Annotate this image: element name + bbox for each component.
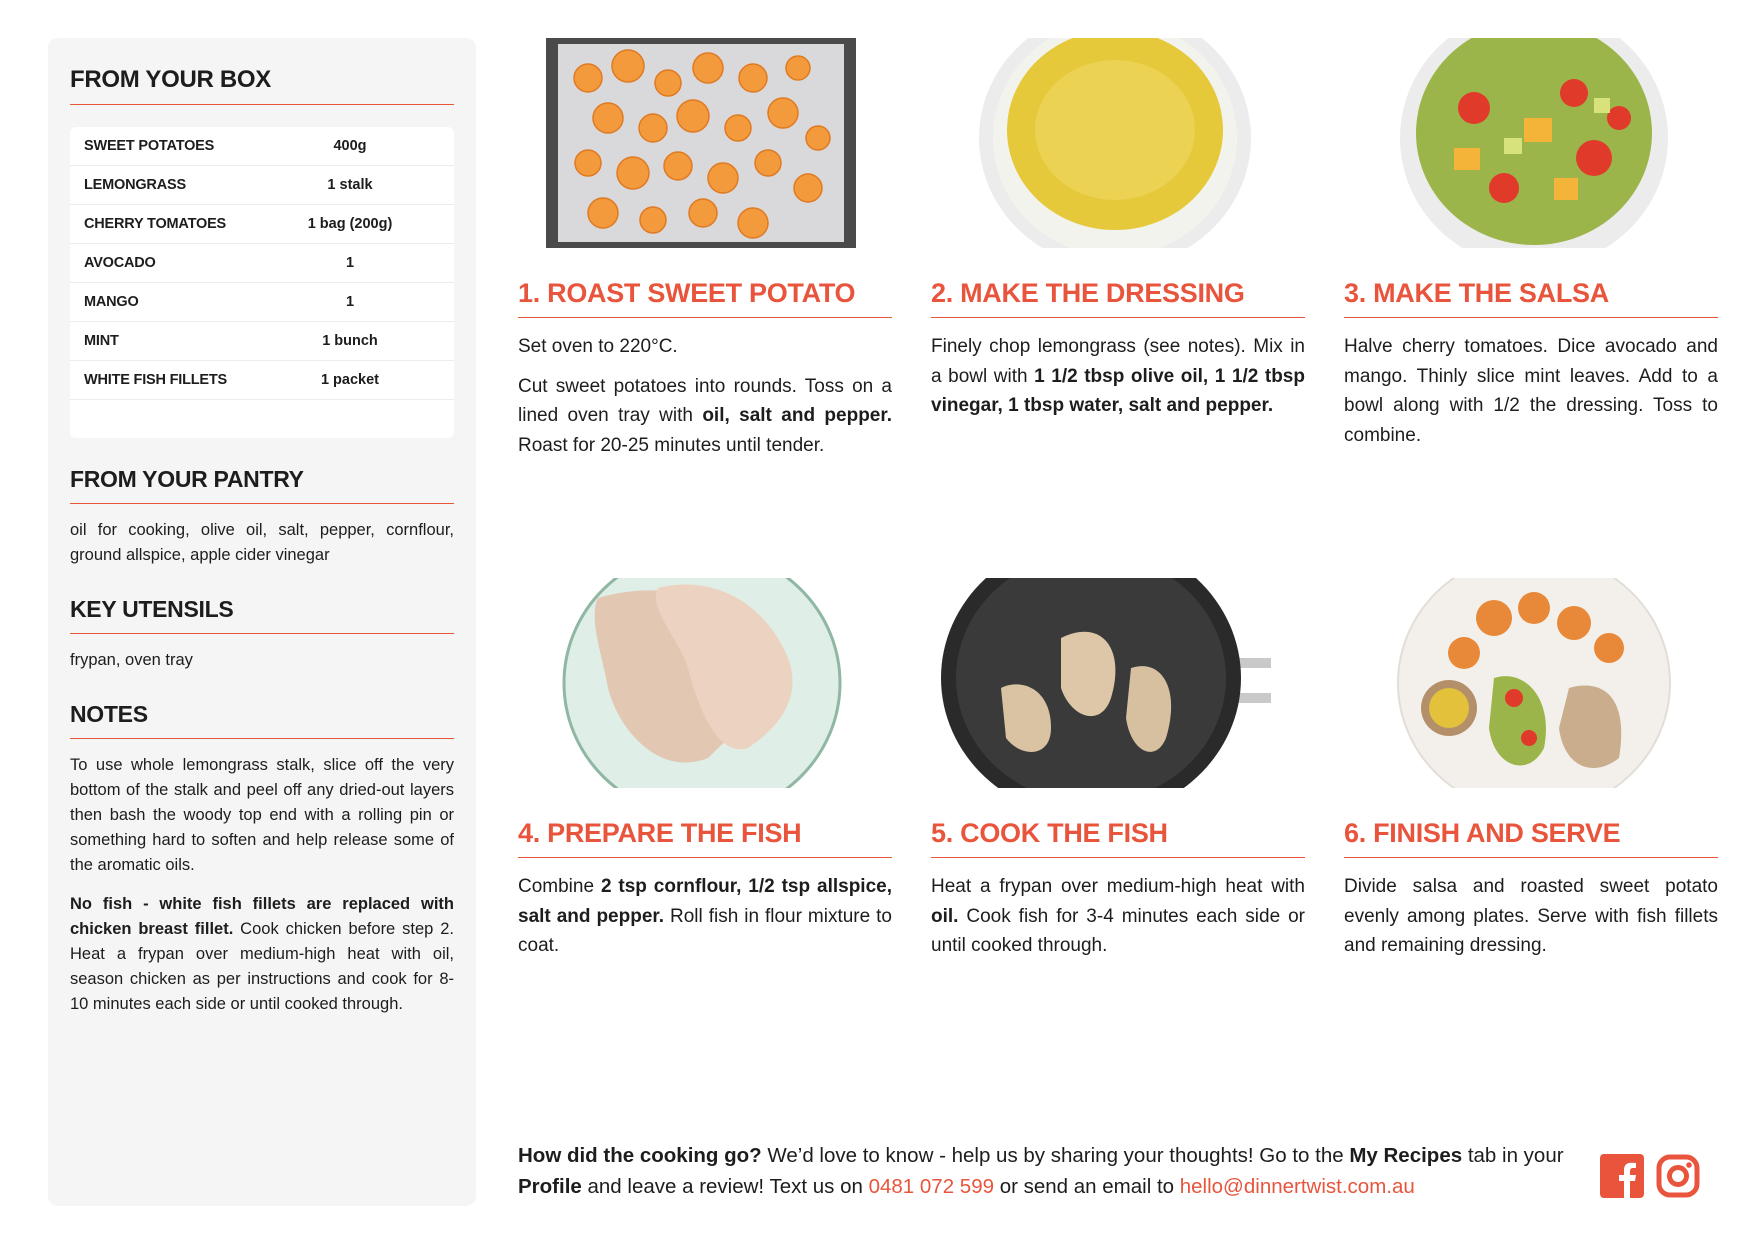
- ingredient-row: [70, 322, 454, 361]
- step-text-bold: 2 tsp cornflour, 1/2 tsp allspice, salt and pepper.: [518, 876, 892, 927]
- utensils-section: [70, 596, 454, 673]
- ingredient-row: [70, 283, 454, 322]
- ingredient-name: CHERRY TOMATOES: [84, 216, 227, 232]
- fish-frypan-image: [931, 578, 1305, 788]
- step-body: [518, 872, 892, 961]
- step-text-part: Combine: [518, 876, 601, 897]
- ingredient-qty: 1 stalk: [327, 177, 373, 193]
- step-text-part: Cook fish for 3-4 minutes each side or until cooked through.: [931, 905, 1305, 956]
- footer-text: tab in your: [1462, 1144, 1564, 1167]
- step-5: [931, 578, 1305, 961]
- ingredient-name: LEMONGRASS: [84, 177, 186, 193]
- pantry-text: oil for cooking, olive oil, salt, pepper, cornflour, ground allspice, apple cider vinegar: [70, 521, 454, 564]
- utensils-text: frypan, oven tray: [70, 651, 193, 669]
- step-6: [1344, 578, 1718, 961]
- step-1: [518, 38, 892, 460]
- ingredient-name: WHITE FISH FILLETS: [84, 372, 228, 388]
- step-title: 6. FINISH AND SERVE: [1344, 818, 1718, 858]
- step-text-bold: oil, salt and pepper.: [702, 405, 893, 426]
- step-title: 5. COOK THE FISH: [931, 818, 1305, 858]
- step-text-part: Cut sweet potatoes into rounds. Toss on a lined oven tray with: [518, 375, 892, 426]
- pantry-heading: FROM YOUR PANTRY: [70, 466, 454, 504]
- ingredient-row: [70, 361, 454, 400]
- step-text-part: Roll fish in flour mixture to coat.: [518, 905, 892, 956]
- ingredient-row: [70, 244, 454, 283]
- step-text-part: Heat a frypan over medium-high heat with: [931, 876, 1305, 897]
- step-title: 4. PREPARE THE FISH: [518, 818, 892, 858]
- fish-coated-image: [518, 578, 892, 788]
- notes-para-1: To use whole lemongrass stalk, slice off the very bottom of the stalk and peel off any dried-out layers then bash the woody top end with a rolling pin or something hard to soften and help release some of the aromatic oils.: [70, 756, 454, 874]
- step-title: 1. ROAST SWEET POTATO: [518, 278, 892, 318]
- step-text: Set oven to 220°C.: [518, 336, 678, 357]
- ingredient-name: AVOCADO: [84, 255, 156, 271]
- step-title: 2. MAKE THE DRESSING: [931, 278, 1305, 318]
- ingredient-name: SWEET POTATOES: [84, 138, 215, 154]
- footer-question: How did the cooking go?: [518, 1144, 762, 1167]
- ingredient-row: [70, 127, 454, 166]
- footer-text: We’d love to know - help us by sharing your thoughts! Go to the: [761, 1144, 1350, 1167]
- instagram-icon[interactable]: [1656, 1154, 1700, 1203]
- ingredients-table: [70, 127, 454, 438]
- step-text: [931, 872, 1305, 961]
- notes-heading: NOTES: [70, 701, 454, 739]
- footer-text: and leave a review! Text us on: [581, 1175, 869, 1198]
- ingredients-sidebar: [48, 38, 476, 1206]
- pantry-section: [70, 466, 454, 568]
- step-text: Halve cherry tomatoes. Dice avocado and mango. Thinly slice mint leaves. Add to a bowl along with 1/2 the dressing. Toss to combine.: [1344, 336, 1718, 446]
- ingredient-row: [70, 205, 454, 244]
- sweet-potato-tray-image: [518, 38, 892, 248]
- step-text: [518, 372, 892, 461]
- phone-link[interactable]: 0481 072 599: [868, 1175, 994, 1198]
- footer-text: or send an email to: [994, 1175, 1180, 1198]
- notes-section: [70, 701, 454, 1017]
- step-text: Divide salsa and roasted sweet potato evenly among plates. Serve with fish fillets and remaining dressing.: [1344, 876, 1718, 956]
- notes-para-2: [70, 892, 454, 1017]
- notes-substitution-detail: Cook chicken before step 2. Heat a frypan over medium-high heat with oil, season chicken as per instructions and cook for 8-10 minutes each side or until cooked through.: [70, 920, 454, 1013]
- ingredient-qty: 1: [345, 294, 355, 310]
- ingredient-qty: 1 bag (200g): [307, 216, 393, 232]
- step-body: [931, 332, 1305, 421]
- step-body: [518, 332, 892, 460]
- step-text-part: Roast for 20-25 minutes until tender.: [518, 434, 825, 456]
- step-2: [931, 38, 1305, 421]
- email-link[interactable]: hello@dinnertwist.com.au: [1179, 1175, 1415, 1198]
- step-body: [1344, 872, 1718, 961]
- step-body: [1344, 332, 1718, 450]
- step-3: [1344, 38, 1718, 450]
- ingredient-row: [70, 166, 454, 205]
- utensils-heading: KEY UTENSILS: [70, 596, 454, 634]
- salsa-bowl-image: [1344, 38, 1718, 248]
- step-text-bold: oil.: [931, 905, 959, 927]
- feedback-footer: [518, 1140, 1588, 1202]
- ingredient-qty: 1 bunch: [322, 333, 378, 349]
- notes-substitution: No fish - white fish fillets are replaced with chicken breast fillet.: [70, 895, 454, 938]
- facebook-icon[interactable]: [1600, 1154, 1644, 1203]
- ingredient-name: MANGO: [84, 294, 139, 310]
- step-4: [518, 578, 892, 961]
- step-text-part: Finely chop lemongrass (see notes). Mix in a bowl with: [931, 336, 1305, 387]
- step-text: [518, 872, 892, 961]
- plated-dish-image: [1344, 578, 1718, 788]
- my-recipes-link[interactable]: My Recipes: [1349, 1144, 1463, 1167]
- step-text-bold: 1 1/2 tbsp olive oil, 1 1/2 tbsp vinegar, 1 tbsp water, salt and pepper.: [931, 365, 1305, 416]
- from-your-box-heading: FROM YOUR BOX: [70, 66, 454, 105]
- step-text: [931, 332, 1305, 421]
- ingredient-name: MINT: [84, 333, 119, 349]
- step-title: 3. MAKE THE SALSA: [1344, 278, 1718, 318]
- ingredient-qty: 400g: [333, 138, 367, 154]
- step-body: [931, 872, 1305, 961]
- profile-link[interactable]: Profile: [518, 1175, 582, 1198]
- ingredient-qty: 1 packet: [320, 372, 380, 388]
- ingredient-qty: 1: [345, 255, 355, 271]
- dressing-bowl-image: [931, 38, 1305, 248]
